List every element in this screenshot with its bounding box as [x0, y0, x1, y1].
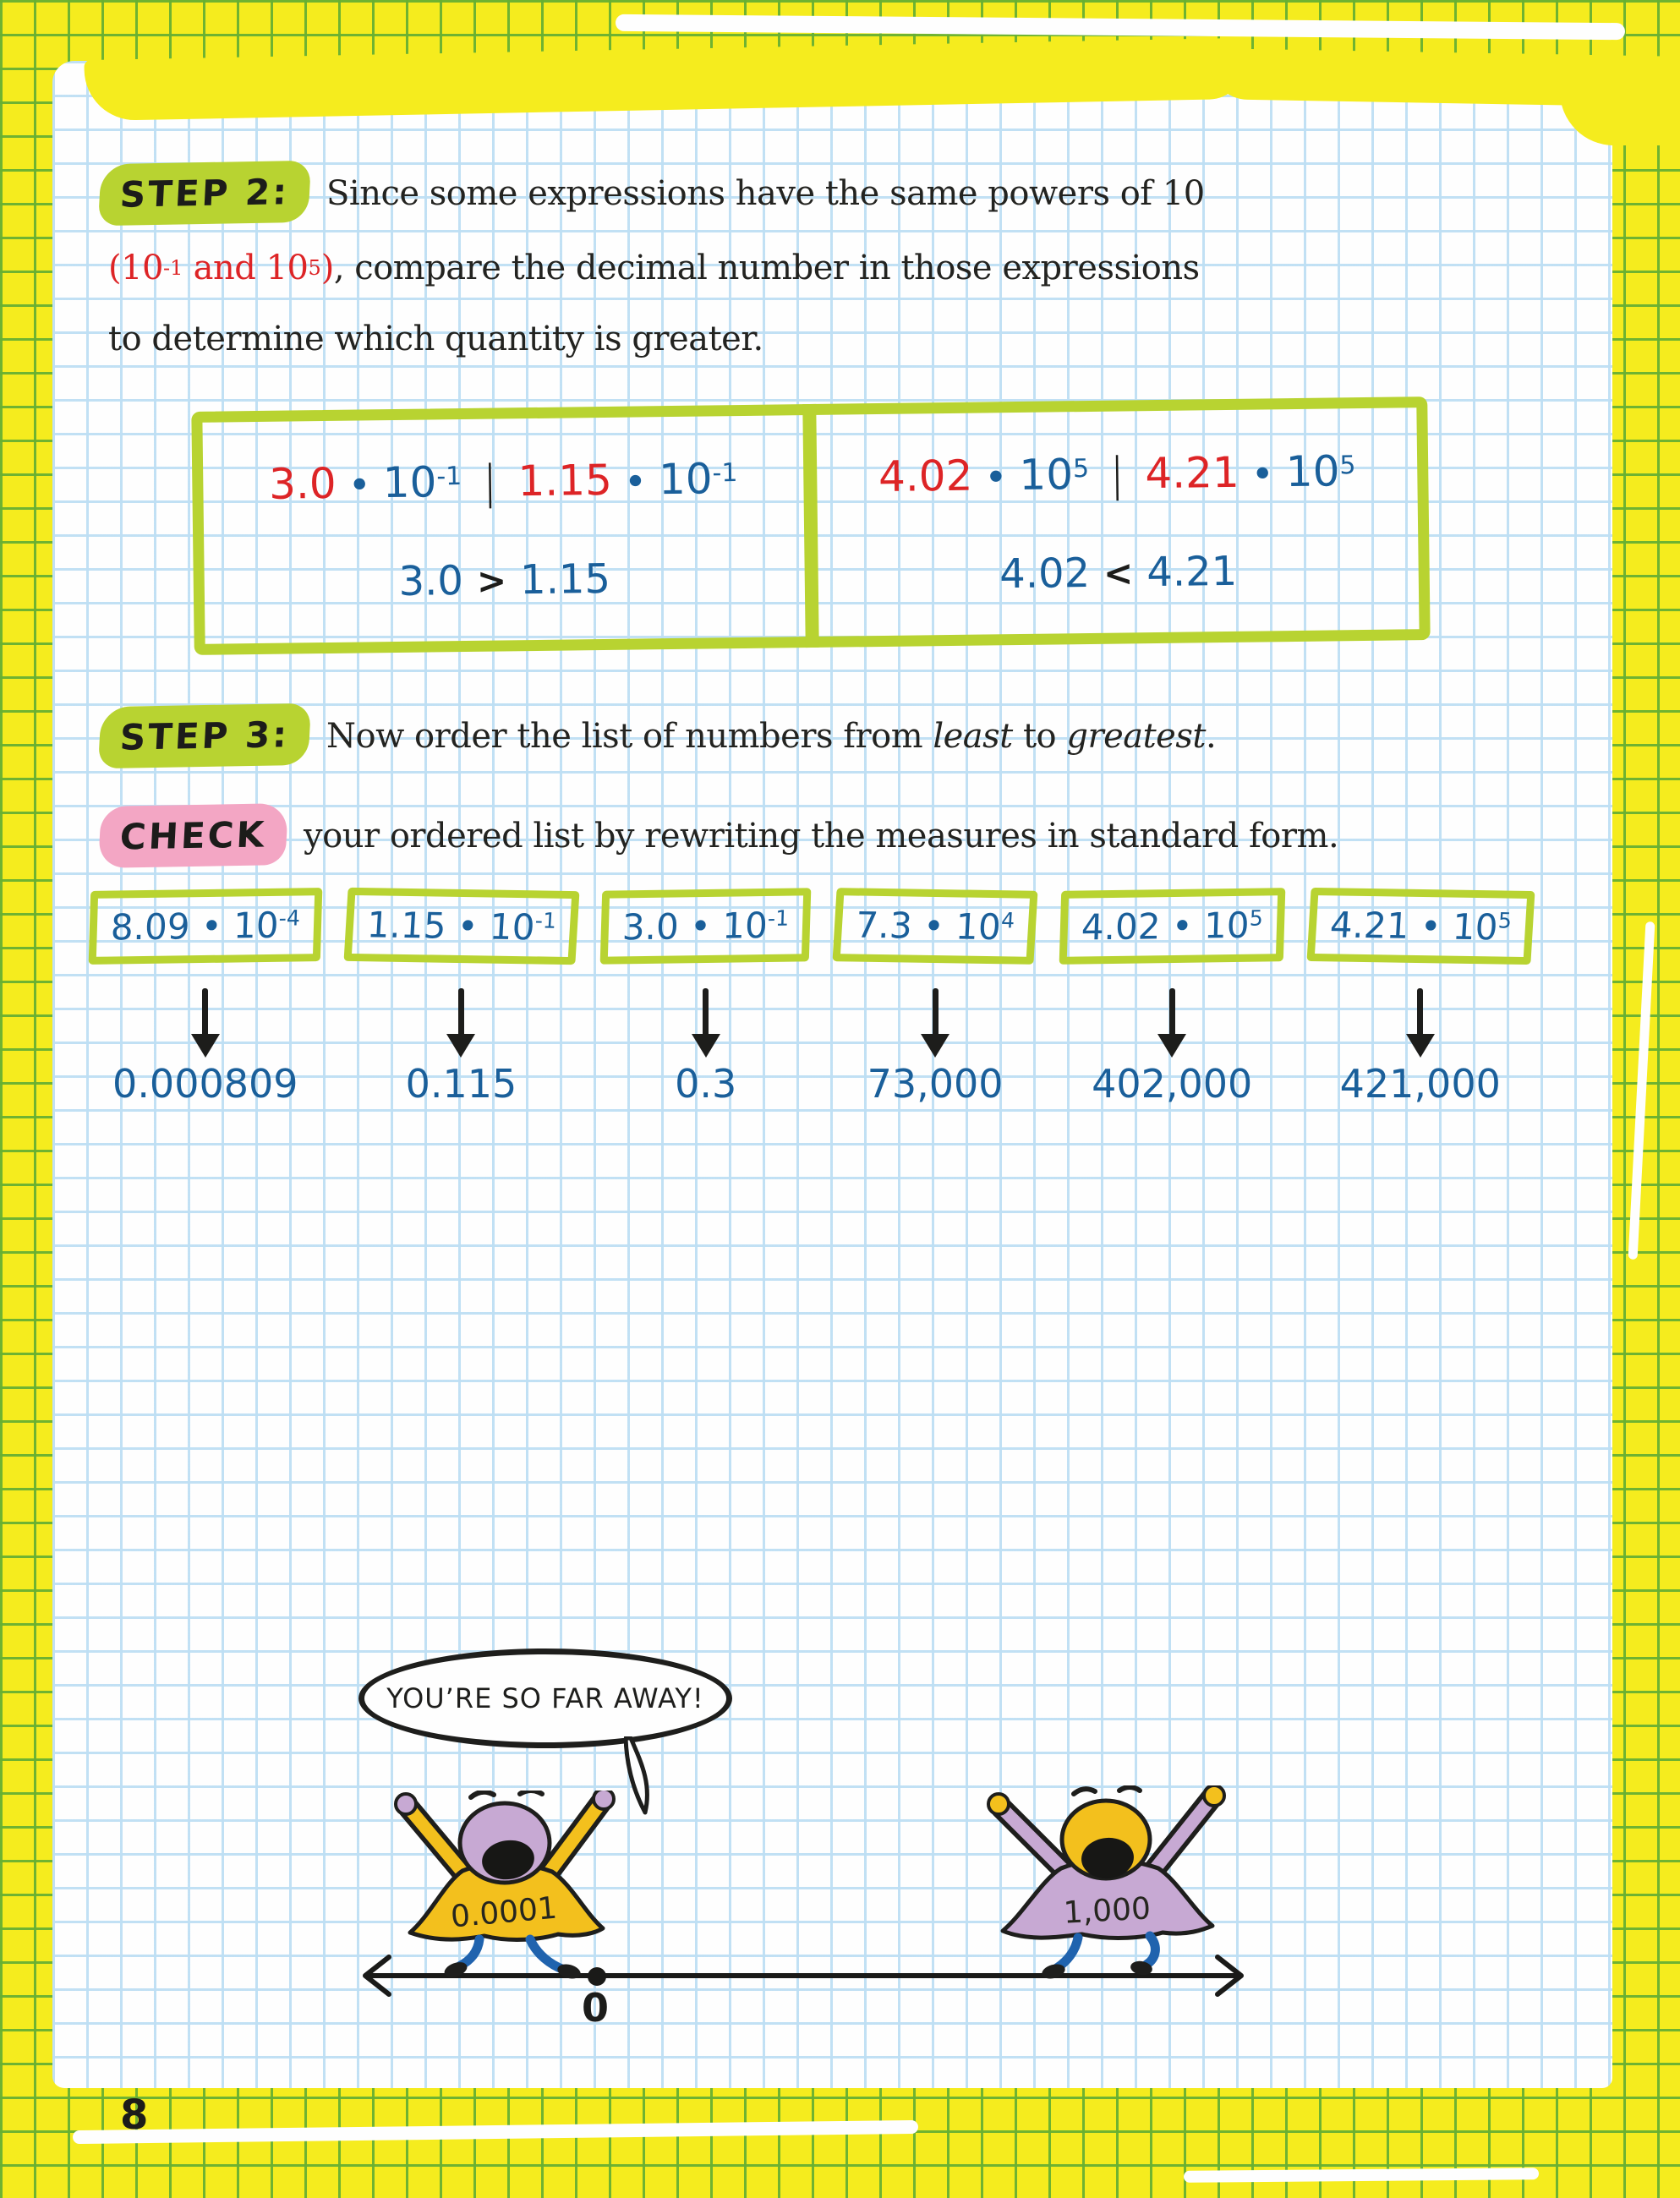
down-arrow-icon	[703, 988, 709, 1039]
power-exp: 5	[1497, 908, 1513, 933]
speech-bubble	[358, 1648, 732, 1748]
result-right: 4.21	[1146, 548, 1238, 597]
power-exp: 5	[1249, 905, 1264, 931]
scientific-notation-box	[1306, 888, 1534, 965]
coefficient: 8.09	[110, 905, 191, 949]
result-left: 3.0	[398, 557, 464, 606]
coefficient: 7.3	[854, 904, 914, 947]
scientific-notation-box	[833, 888, 1038, 965]
divider-bar: |	[481, 455, 498, 509]
multiply-dot-icon: •	[689, 905, 712, 948]
coefficient: 3.0	[621, 905, 680, 949]
multiply-dot-icon: •	[1250, 451, 1275, 497]
comparison-box	[191, 396, 1430, 655]
power1-base: 10	[121, 249, 164, 287]
step2-line2-rest: , compare the decimal number in those expressions	[333, 249, 1200, 287]
ordered-item	[835, 889, 1036, 1107]
coefficient: 1.15	[365, 904, 447, 947]
step2-line1: Since some expressions have the same powers of 10	[326, 173, 1205, 213]
coefficient: 3.0	[268, 459, 337, 510]
power-base: 10	[382, 457, 437, 508]
ordered-item	[90, 889, 321, 1107]
comparison-result	[999, 548, 1238, 598]
power-exp: 5	[1072, 454, 1090, 484]
multiply-dot-icon: •	[200, 905, 223, 948]
power-base: 10	[488, 905, 536, 949]
down-arrow-icon	[933, 988, 939, 1039]
step2-line3-row	[108, 320, 763, 358]
left-character-label: 0.0001	[449, 1890, 559, 1935]
multiply-dot-icon: •	[1418, 905, 1442, 948]
step3-mid: to	[1012, 716, 1067, 756]
result-right: 1.15	[519, 555, 611, 604]
step3-text	[326, 717, 1216, 756]
coefficient: 1.15	[517, 456, 613, 506]
power-exp: -1	[712, 458, 738, 489]
standard-form-value: 421,000	[1339, 1061, 1501, 1107]
power-exp: 5	[1339, 451, 1356, 481]
check-badge: CHECK	[98, 803, 288, 868]
number-line-zero-label: 0	[582, 1985, 610, 2031]
scientific-notation-box	[1059, 888, 1285, 965]
check-text: your ordered list by rewriting the measures in standard form.	[304, 816, 1339, 856]
power-exp: -1	[767, 905, 790, 931]
step2-badge: STEP 2:	[98, 161, 311, 226]
comparison-cell-left	[202, 415, 805, 644]
result-left: 4.02	[999, 550, 1091, 599]
down-arrow-icon	[458, 988, 464, 1039]
step2-line3: to determine which quantity is greater.	[108, 320, 763, 358]
down-arrow-icon	[1417, 988, 1423, 1039]
coefficient: 4.02	[878, 451, 973, 502]
coefficient: 4.21	[1145, 448, 1240, 499]
multiply-dot-icon: •	[623, 458, 648, 505]
scientific-notation-box	[343, 888, 579, 965]
step3-heading-row	[100, 705, 1216, 767]
right-character-illustration	[981, 1785, 1234, 1982]
comparison-expressions	[269, 452, 738, 511]
power-base: 10	[233, 904, 280, 947]
multiply-dot-icon: •	[922, 905, 946, 948]
multiply-dot-icon: •	[1171, 905, 1194, 948]
greater-than-sign: >	[476, 560, 507, 602]
step3-greatest: greatest	[1066, 716, 1206, 756]
step3-pre: Now order the list of numbers from	[326, 716, 933, 756]
standard-form-value: 0.115	[405, 1061, 517, 1107]
paren-open: (	[108, 249, 122, 287]
less-than-sign: <	[1103, 552, 1134, 594]
ordered-list-row	[90, 889, 1532, 1107]
comparison-result	[398, 555, 610, 605]
step2-heading-row	[100, 162, 1205, 224]
multiply-dot-icon: •	[456, 905, 479, 948]
multiply-dot-icon: •	[347, 462, 372, 508]
down-arrow-icon	[1169, 988, 1175, 1039]
power-base: 10	[954, 905, 1003, 949]
standard-form-value: 0.000809	[112, 1061, 298, 1107]
coefficient: 4.21	[1328, 904, 1410, 947]
power-exp: -1	[534, 908, 557, 933]
speech-text: YOU’RE SO FAR AWAY!	[386, 1682, 704, 1714]
power-base: 10	[1019, 450, 1074, 500]
power-base: 10	[1203, 904, 1250, 947]
power-base: 10	[658, 454, 713, 505]
ordered-item	[1309, 889, 1533, 1107]
standard-form-value: 73,000	[867, 1061, 1004, 1107]
right-character-label: 1,000	[1062, 1891, 1152, 1931]
scientific-notation-box	[89, 888, 322, 965]
step3-least: least	[933, 716, 1013, 756]
standard-form-value: 402,000	[1092, 1061, 1253, 1107]
power1-exp: -1	[163, 256, 183, 280]
power-exp: 4	[1000, 908, 1016, 933]
standard-form-value: 0.3	[675, 1061, 737, 1107]
power-and: and	[183, 249, 266, 287]
divider-bar: |	[1108, 447, 1125, 501]
paren-close: )	[320, 249, 334, 287]
coefficient: 4.02	[1081, 905, 1162, 949]
page-number: 8	[120, 2091, 149, 2139]
power-base: 10	[1285, 446, 1340, 497]
ordered-item	[346, 889, 577, 1107]
scientific-notation-box	[600, 888, 812, 964]
power-exp: -4	[278, 905, 301, 931]
comparison-expressions	[878, 445, 1356, 504]
step3-post: .	[1205, 716, 1217, 756]
left-character-illustration	[385, 1791, 630, 1983]
power-exp: -1	[436, 462, 462, 492]
speech-bubble-tail	[624, 1736, 678, 1818]
step3-badge: STEP 3:	[98, 703, 311, 768]
check-heading-row	[100, 805, 1338, 867]
power2-exp: 5	[308, 256, 321, 280]
down-arrow-icon	[202, 988, 208, 1039]
power-base: 10	[721, 904, 769, 947]
ordered-item	[601, 889, 810, 1107]
power-base: 10	[1451, 905, 1499, 949]
step2-line2	[108, 249, 1200, 287]
power2-base: 10	[265, 249, 309, 287]
comparison-cell-right	[816, 407, 1419, 637]
multiply-dot-icon: •	[984, 454, 1008, 500]
ordered-item	[1060, 889, 1284, 1107]
